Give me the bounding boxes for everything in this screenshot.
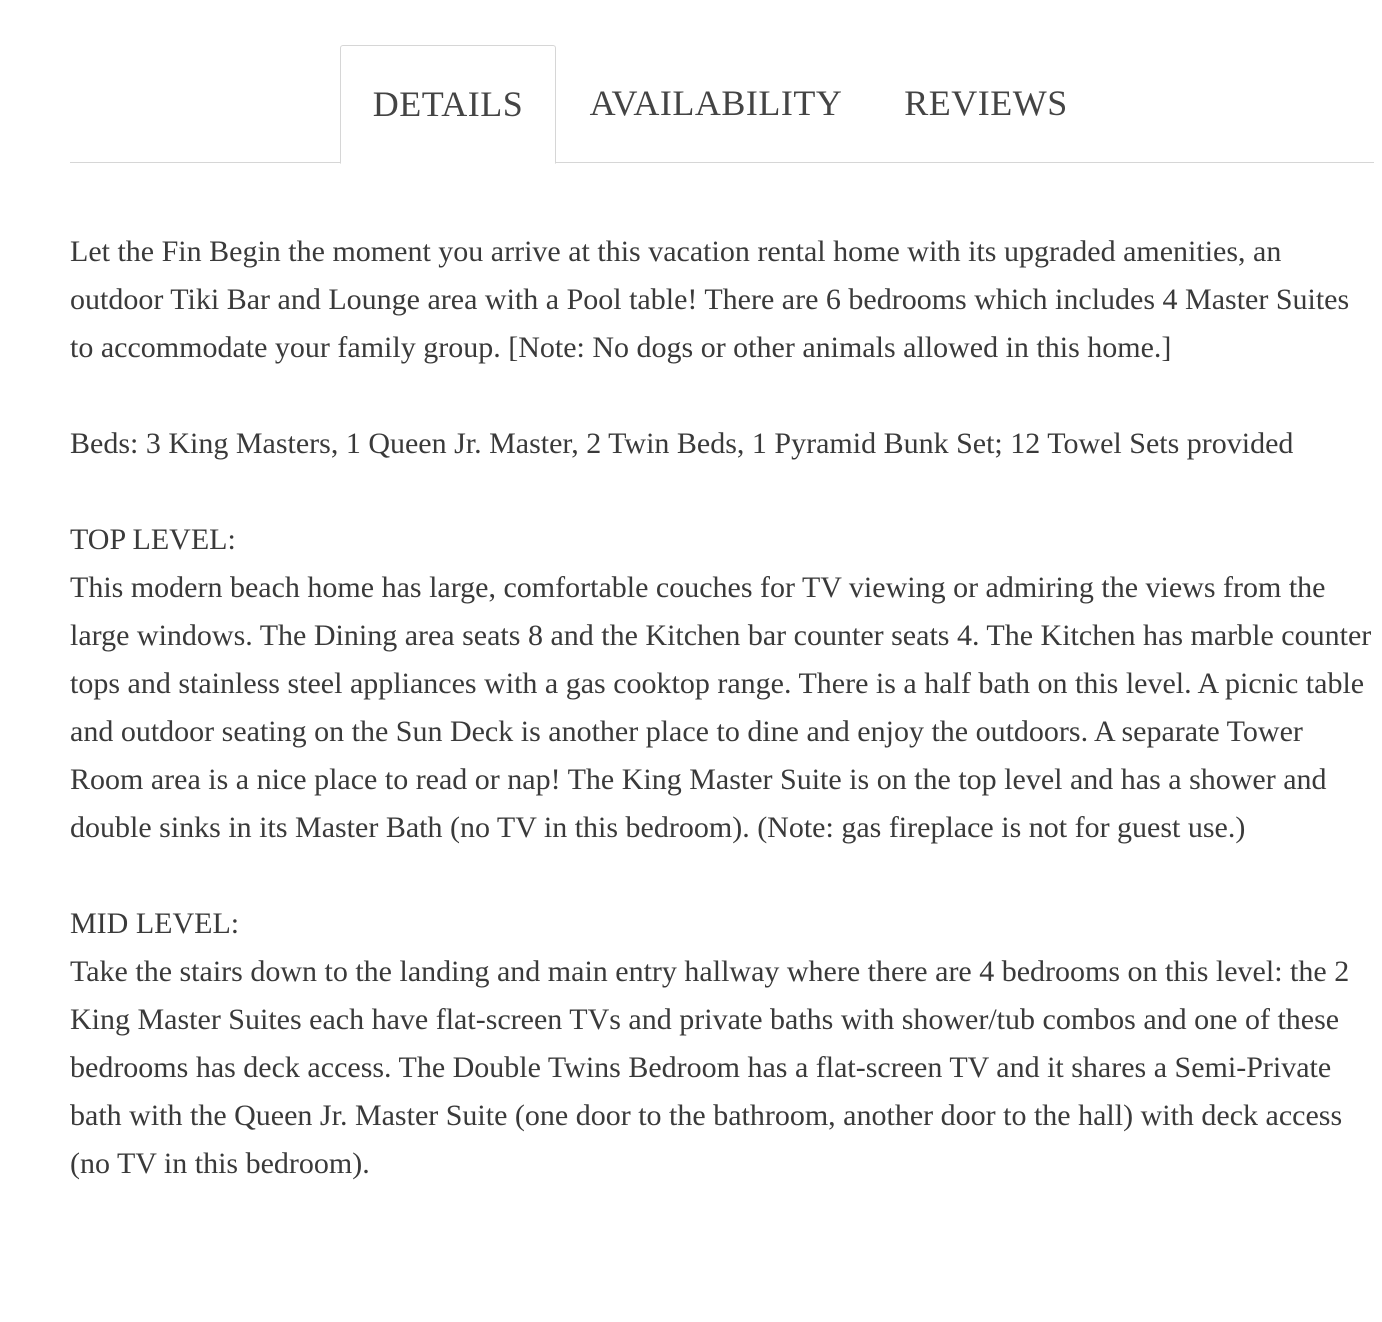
intro-paragraph: Let the Fin Begin the moment you arrive at this vacation rental home with its upgraded amenities, an outdoor Tiki Bar and Lounge area with a Pool table! There are 6 bedrooms which includes 4 Master Suites to accommodate your family group. [Note: No dogs or other animals allowed in this home.] [70, 235, 1350, 364]
mid-level-paragraph: Take the stairs down to the landing and main entry hallway where there are 4 bedrooms on this level: the 2 King Master Suites each have flat-screen TVs and private baths with shower/tub combos and one of these bedrooms has deck access. The Double Twins Bedroom has a flat-screen TV and it shares a Semi-Private bath with the Queen Jr. Master Suite (one door to the bathroom, another door to the hall) with deck access (no TV in this bedroom). [70, 955, 1350, 1180]
top-level-heading: TOP LEVEL: [70, 523, 236, 556]
mid-level-heading: MID LEVEL: [70, 907, 240, 940]
property-tabs [70, 45, 1374, 163]
tab-availability[interactable]: AVAILABILITY [589, 83, 843, 123]
details-content [70, 228, 1374, 1236]
tab-details[interactable]: DETAILS [340, 45, 556, 164]
beds-paragraph: Beds: 3 King Masters, 1 Queen Jr. Master, 2 Twin Beds, 1 Pyramid Bunk Set; 12 Towel Sets provided [70, 427, 1294, 460]
tab-reviews[interactable]: REVIEWS [904, 83, 1068, 123]
top-level-paragraph: This modern beach home has large, comfortable couches for TV viewing or admiring the views from the large windows. The Dining area seats 8 and the Kitchen bar counter seats 4. The Kitchen has marble counter tops and stainless steel appliances with a gas cooktop range. There is a half bath on this level. A picnic table and outdoor seating on the Sun Deck is another place to dine and enjoy the outdoors. A separate Tower Room area is a nice place to read or nap! The King Master Suite is on the top level and has a shower and double sinks in its Master Bath (no TV in this bedroom). (Note: gas fireplace is not for guest use.) [70, 571, 1372, 844]
